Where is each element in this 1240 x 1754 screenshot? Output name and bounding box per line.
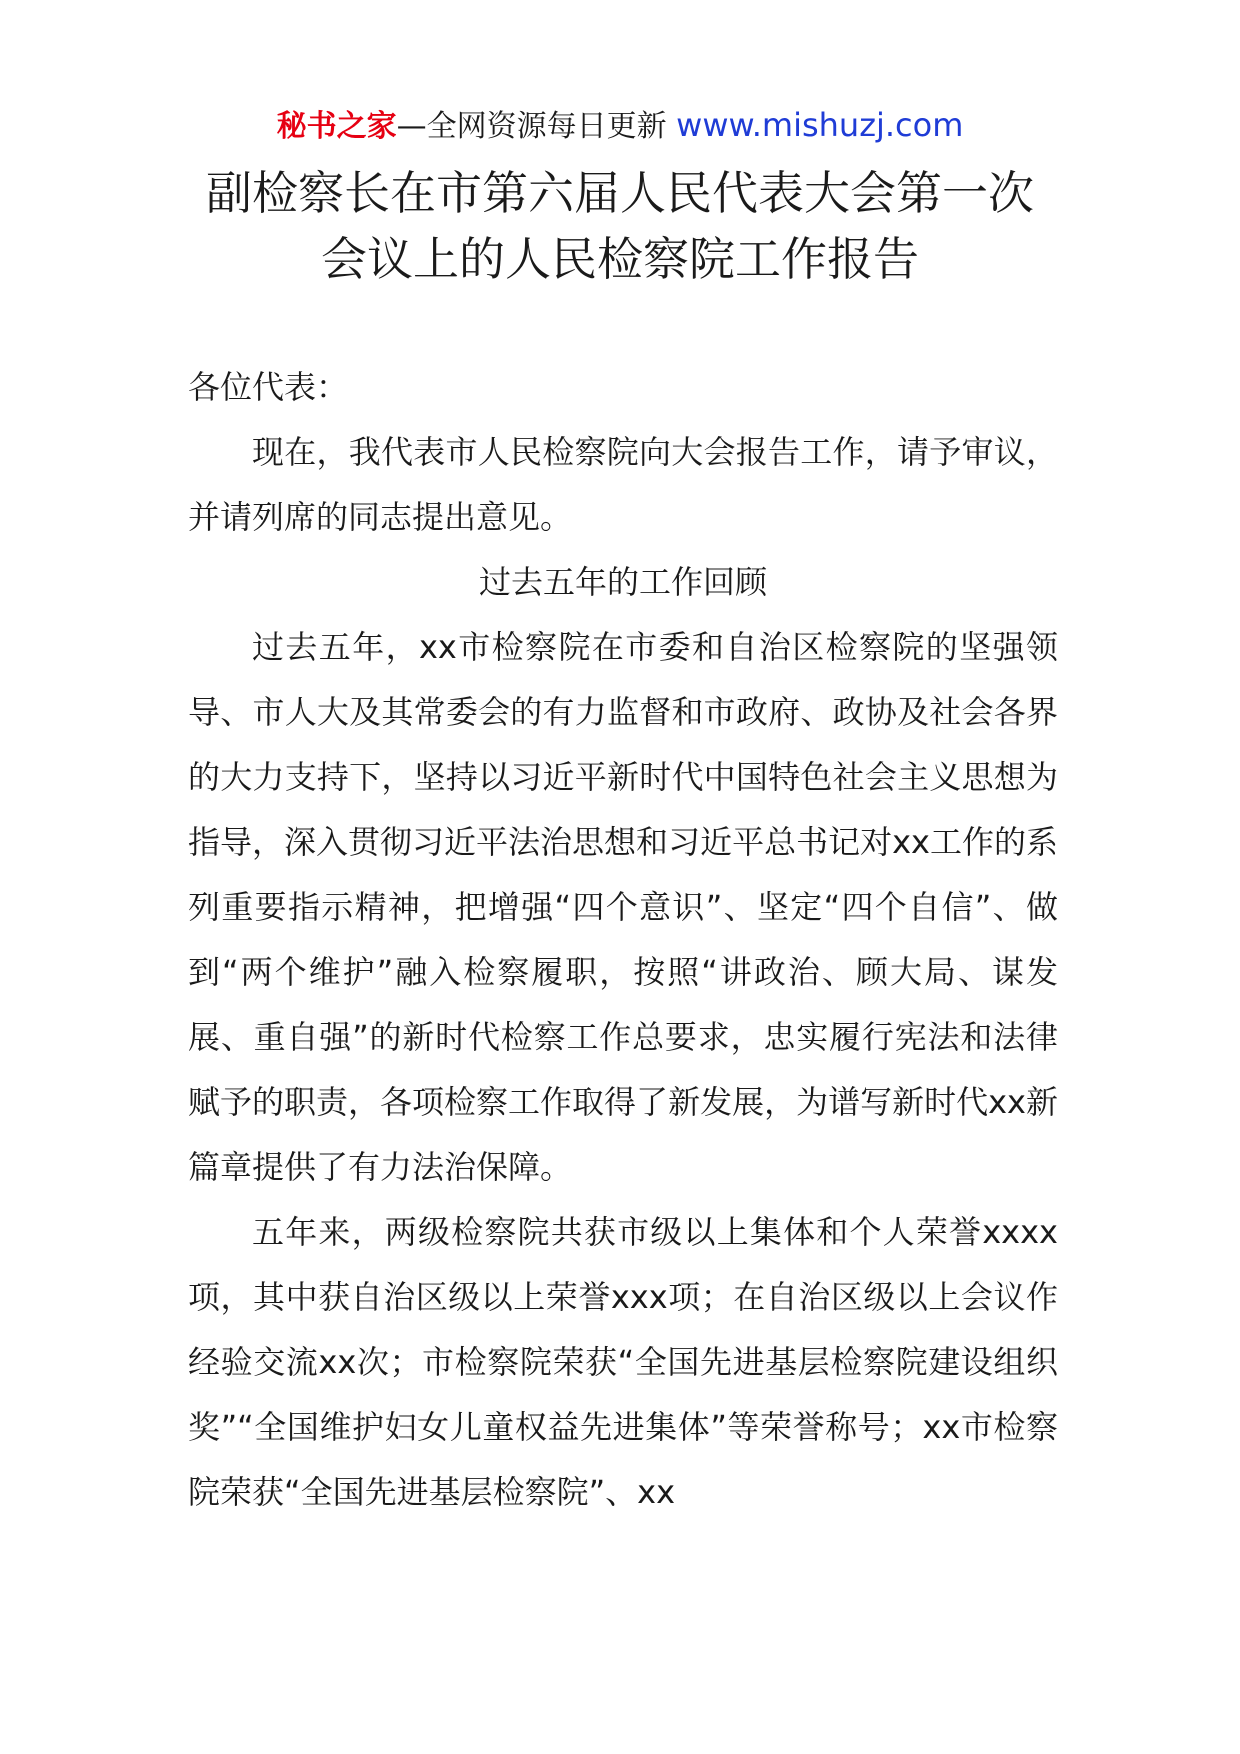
title-line-1: 副检察长在市第六届人民代表大会第一次 [206,166,1034,220]
site-header [0,100,1240,152]
document-title [0,160,1240,292]
paragraph-honors: 五年来，两级检察院共获市级以上集体和个人荣誉xxxx项，其中获自治区级以上荣誉xxx项；在自治区级以上会议作经验交流xx次；市检察院荣获“全国先进基层检察院建设组织奖”“全国维护妇女儿童权益先进集体”等荣誉称号；xx市检察院荣获“全国先进基层检察院”、xx [188,1213,1058,1511]
section-heading: 过去五年的工作回顾 [478,563,767,601]
brand-name: 秘书之家 [276,109,397,144]
title-line-2: 会议上的人民检察院工作报告 [321,232,919,286]
paragraph-review: 过去五年，xx市检察院在市委和自治区检察院的坚强领导、市人大及其常委会的有力监督和市政府、政协及社会各界的大力支持下，坚持以习近平新时代中国特色社会主义思想为指导，深入贯彻习近平法治思想和习近平总书记对xx工作的系列重要指示精神，把增强“四个意识”、坚定“四个自信”、做到“两个维护”融入检察履职，按照“讲政治、顾大局、谋发展、重自强”的新时代检察工作总要求，忠实履行宪法和法律赋予的职责，各项检察工作取得了新发展，为谱写新时代xx新篇章提供了有力法治保障。 [188,628,1058,1186]
paragraph-opening: 现在，我代表市人民检察院向大会报告工作，请予审议，并请列席的同志提出意见。 [188,433,1058,536]
document-body [188,355,1058,1525]
site-url: www.mishuzj.com [676,106,964,144]
header-tagline: —全网资源每日更新 [396,109,667,144]
salutation: 各位代表： [188,368,349,406]
